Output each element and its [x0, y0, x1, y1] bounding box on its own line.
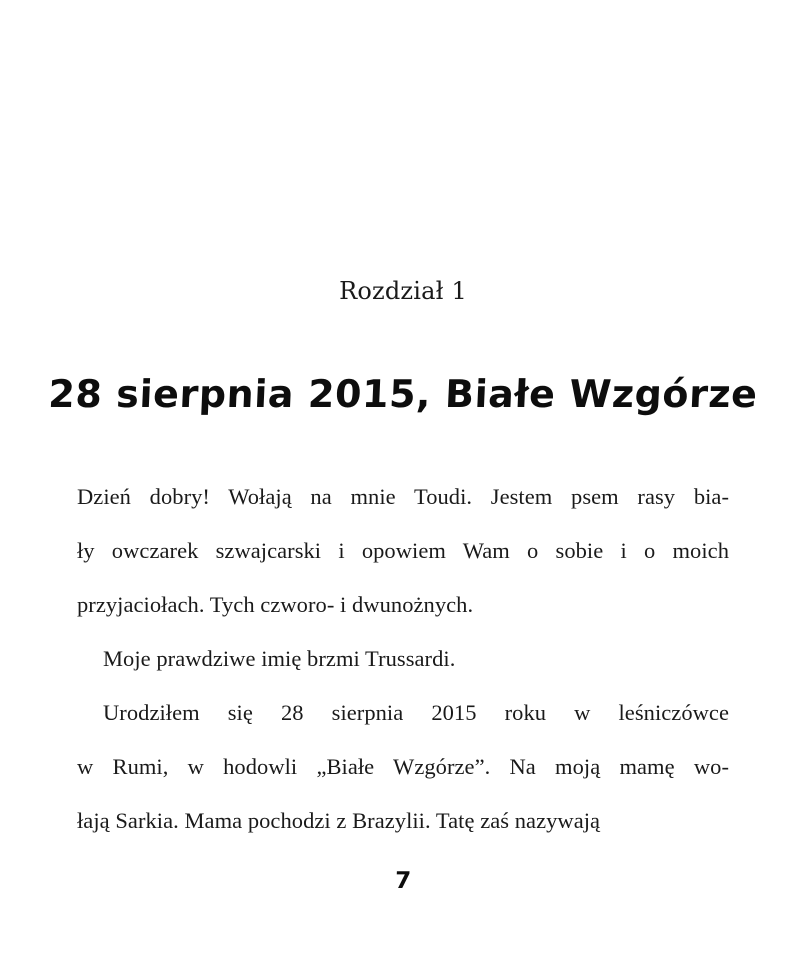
- text-line: Moje prawdziwe imię brzmi Trussardi.: [103, 646, 456, 671]
- text-line: Urodziłem się 28 sierpnia 2015 roku w leśniczówce: [103, 700, 729, 725]
- text-line: łają Sarkia. Mama pochodzi z Brazylii. Tatę zaś nazywają: [77, 808, 601, 833]
- paragraph: [77, 686, 729, 848]
- text-line: Dzień dobry! Wołają na mnie Toudi. Jestem psem rasy bia-: [77, 484, 729, 509]
- body-text: [77, 470, 729, 848]
- paragraph: [77, 632, 729, 686]
- paragraph: [77, 470, 729, 632]
- page-number: 7: [394, 868, 412, 894]
- text-line: przyjaciołach. Tych czworo- i dwunożnych.: [77, 592, 474, 617]
- text-line: ły owczarek szwajcarski i opowiem Wam o sobie i o moich: [77, 538, 729, 563]
- chapter-label: Rozdział 1: [339, 277, 467, 305]
- text-line: w Rumi, w hodowli „Białe Wzgórze”. Na moją mamę wo-: [77, 754, 729, 779]
- chapter-title: 28 sierpnia 2015, Białe Wzgórze: [47, 372, 759, 417]
